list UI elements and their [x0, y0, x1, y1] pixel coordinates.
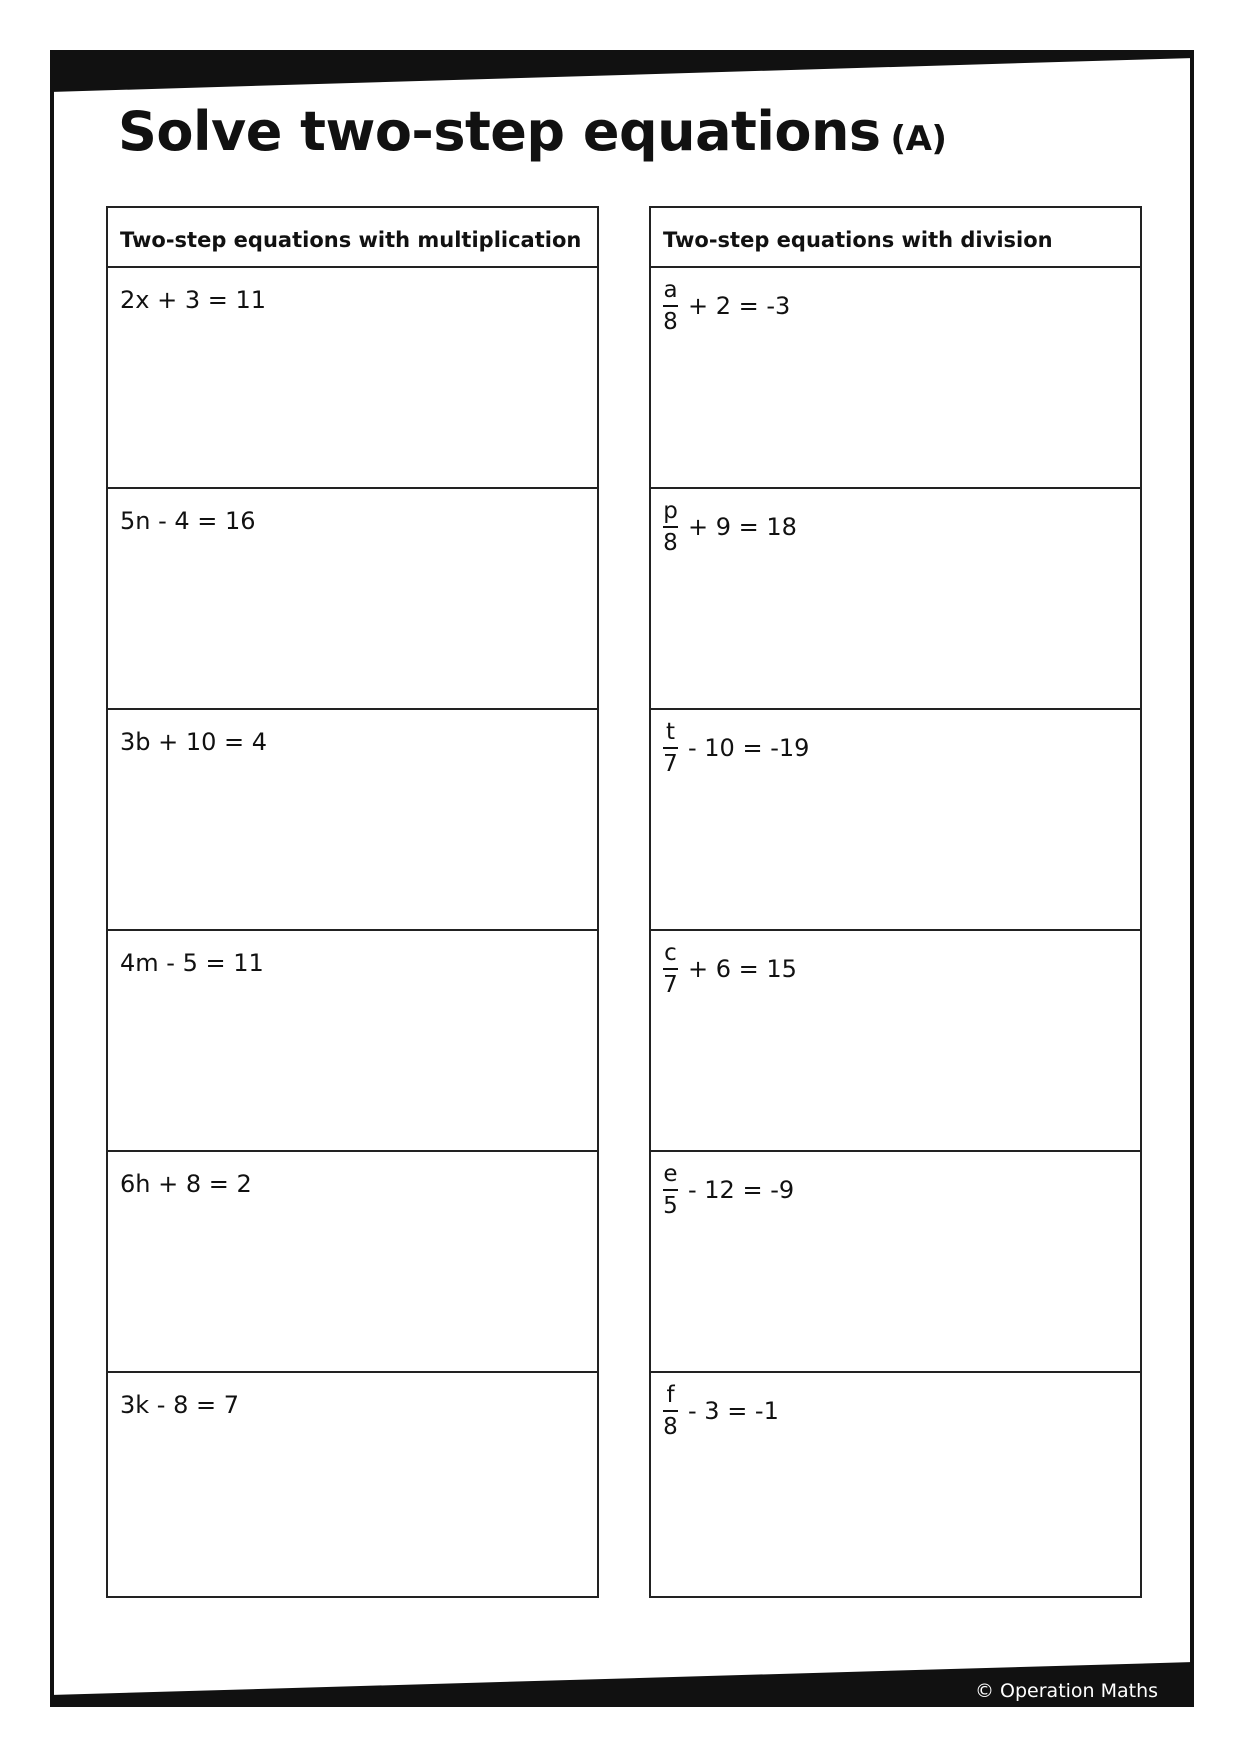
equation-cell[interactable] — [651, 710, 1140, 931]
equation-cell[interactable] — [651, 268, 1140, 489]
equation-text: 2x + 3 = 11 — [120, 286, 267, 314]
equation-rest: + 6 = 15 — [688, 955, 797, 984]
fraction — [663, 720, 678, 776]
equation-cell[interactable] — [651, 931, 1140, 1152]
equation-text: 3b + 10 = 4 — [120, 728, 268, 756]
equation-cell[interactable] — [108, 931, 597, 1152]
equation-text: 3k - 8 = 7 — [120, 1391, 239, 1419]
equation-rest: - 3 = -1 — [688, 1397, 779, 1426]
equation-rest: - 12 = -9 — [688, 1176, 795, 1205]
title-suffix: (A) — [890, 119, 947, 159]
equation-cell[interactable] — [108, 710, 597, 931]
column-header: Two-step equations with division — [651, 208, 1140, 268]
equation-cell[interactable] — [108, 268, 597, 489]
multiplication-column — [106, 206, 599, 1598]
fraction — [663, 1162, 678, 1218]
denominator: 8 — [663, 530, 678, 557]
equation-text: 6h + 8 = 2 — [120, 1170, 252, 1198]
fraction-bar — [663, 526, 678, 528]
fraction — [663, 941, 678, 997]
equation-text: 4m - 5 = 11 — [120, 949, 264, 977]
copyright-text: © Operation Maths — [975, 1680, 1159, 1702]
page-title — [118, 100, 946, 163]
fraction-bar — [663, 305, 678, 307]
title-text: Solve two-step equations — [118, 100, 881, 163]
equation-text: 5n - 4 = 16 — [120, 507, 256, 535]
numerator: t — [665, 719, 676, 745]
fraction — [663, 499, 678, 555]
fraction-bar — [663, 968, 678, 970]
numerator: c — [664, 940, 677, 966]
denominator: 7 — [663, 972, 678, 999]
denominator: 8 — [663, 309, 678, 336]
equation-rest: + 9 = 18 — [688, 513, 797, 542]
numerator: f — [666, 1382, 675, 1408]
column-header: Two-step equations with multiplication — [108, 208, 597, 268]
denominator: 8 — [663, 1414, 678, 1441]
numerator: a — [663, 277, 678, 303]
denominator: 5 — [663, 1193, 678, 1220]
equation-cell[interactable] — [651, 1152, 1140, 1373]
equation-cell[interactable] — [108, 1373, 597, 1596]
fraction-bar — [663, 1410, 678, 1412]
equation-cell[interactable] — [651, 1373, 1140, 1596]
numerator: e — [663, 1161, 678, 1187]
numerator: p — [663, 498, 678, 524]
fraction — [663, 1383, 678, 1439]
division-column — [649, 206, 1142, 1598]
denominator: 7 — [663, 751, 678, 778]
equation-rest: - 10 = -19 — [688, 734, 810, 763]
top-band — [50, 50, 1194, 92]
equation-cell[interactable] — [108, 489, 597, 710]
equation-cell[interactable] — [108, 1152, 597, 1373]
equation-rest: + 2 = -3 — [688, 292, 791, 321]
fraction-bar — [663, 1189, 678, 1191]
fraction-bar — [663, 747, 678, 749]
equation-cell[interactable] — [651, 489, 1140, 710]
fraction — [663, 278, 678, 334]
